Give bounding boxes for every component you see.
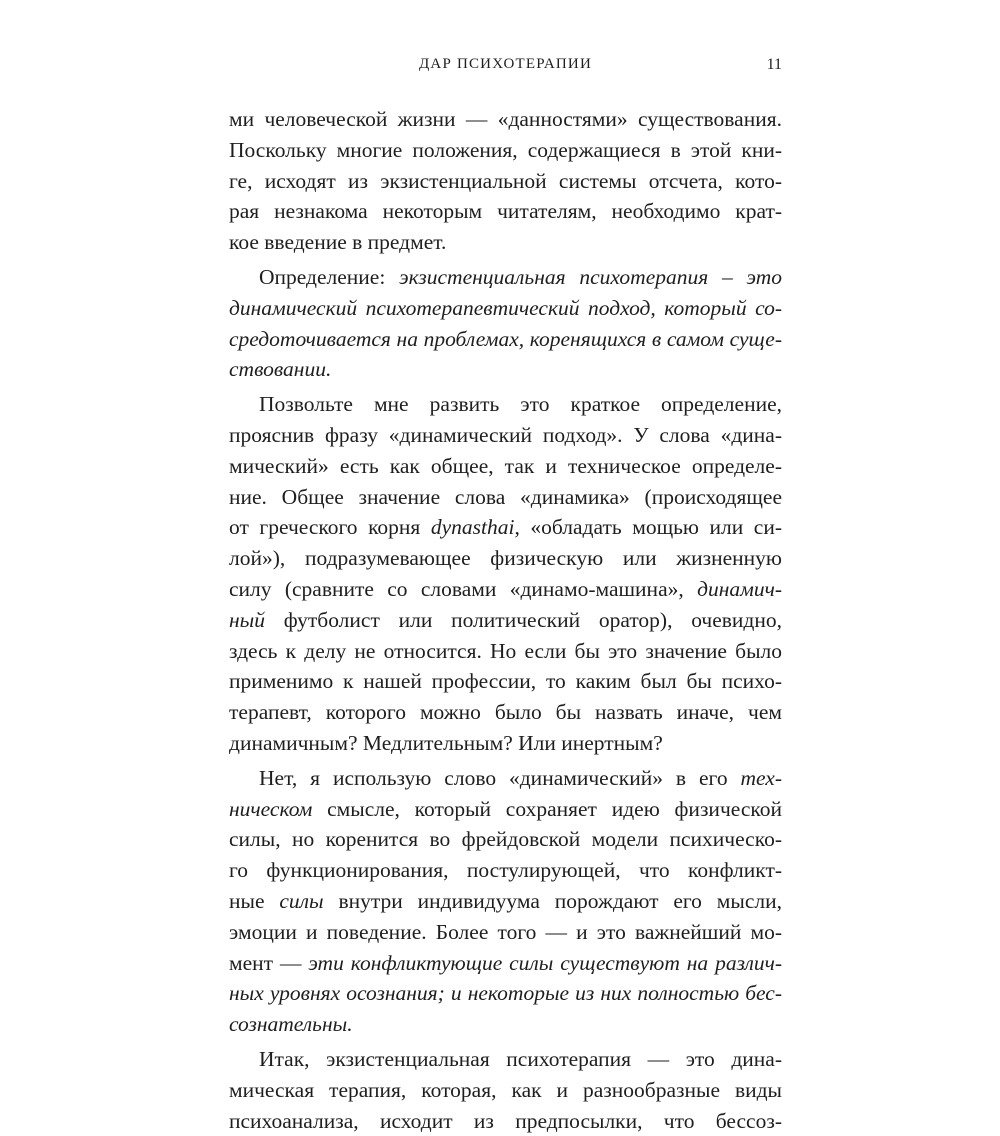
text-line [229, 512, 782, 543]
text-line: динамичным? Медлительным? Или инертным? [229, 728, 782, 759]
text-line: Поскольку многие положения, содержащиеся в этой кни- [229, 135, 782, 166]
text-line: мический» есть как общее, так и техническое определе- [229, 451, 782, 482]
text-line [229, 574, 782, 605]
italic-term: ническом [229, 797, 312, 821]
text-line: Позвольте мне развить это краткое определение, [229, 389, 782, 420]
text-run: футболист или политический оратор), очевидно, [265, 608, 782, 632]
text-line: прояснив фразу «динамический подход». У слова «дина- [229, 420, 782, 451]
italic-term: тех- [741, 766, 783, 790]
italic-phrase: экзистенциальная психотерапия – это [399, 265, 782, 289]
paragraph-1 [229, 104, 782, 258]
text-line: психоанализа, исходит из предпосылки, что бессоз- [229, 1106, 782, 1136]
text-run: , «обладать мощью или си- [514, 515, 782, 539]
text-line: ствовании. [229, 354, 782, 385]
paragraph-4 [229, 763, 782, 1040]
text-line [229, 605, 782, 636]
text-line [229, 948, 782, 979]
paragraph-5 [229, 1044, 782, 1136]
text-run: от греческого корня [229, 515, 431, 539]
running-header [229, 56, 782, 80]
text-line: терапевт, которого можно было бы назвать иначе, чем [229, 697, 782, 728]
italic-term: динамич- [697, 577, 782, 601]
text-line: ге, исходят из экзистенциальной системы отсчета, кото- [229, 166, 782, 197]
text-line: ных уровнях осознания; и некоторые из них полностью бес- [229, 978, 782, 1009]
italic-term: силы [279, 889, 323, 913]
text-line: мическая терапия, которая, как и разнообразные виды [229, 1075, 782, 1106]
text-line: лой»), подразумевающее физическую или жизненную [229, 543, 782, 574]
text-line: здесь к делу не относится. Но если бы это значение было [229, 636, 782, 667]
book-page [229, 0, 782, 1000]
body-text [229, 104, 782, 1136]
text-line: эмоции и поведение. Более того — и это важнейший мо- [229, 917, 782, 948]
page-number: 11 [767, 56, 782, 74]
text-line: ми человеческой жизни — «данностями» существования. [229, 104, 782, 135]
text-run: мент — [229, 951, 308, 975]
text-run: ные [229, 889, 279, 913]
text-line [229, 886, 782, 917]
text-run: смысле, который сохраняет идею физической [312, 797, 782, 821]
paragraph-3 [229, 389, 782, 759]
text-line: средоточивается на проблемах, коренящихся в самом суще- [229, 324, 782, 355]
definition-label: Определение: [259, 265, 399, 289]
text-line: рая незнакома некоторым читателям, необходимо крат- [229, 196, 782, 227]
text-run: силу (сравните со словами «динамо-машина», [229, 577, 697, 601]
running-title: ДАР ПСИХОТЕРАПИИ [229, 56, 782, 73]
text-line [229, 794, 782, 825]
text-line: Итак, экзистенциальная психотерапия — это дина- [229, 1044, 782, 1075]
text-line: сознательны. [229, 1009, 782, 1040]
paragraph-definition [229, 262, 782, 385]
italic-term: dynasthai [431, 515, 515, 539]
text-line: динамический психотерапевтический подход, который со- [229, 293, 782, 324]
text-line: силы, но коренится во фрейдовской модели психическо- [229, 824, 782, 855]
italic-phrase: эти конфликтующие силы существуют на различ- [308, 951, 782, 975]
text-line: применимо к нашей профессии, то каким был бы психо- [229, 666, 782, 697]
text-line: го функционирования, постулирующей, что конфликт- [229, 855, 782, 886]
text-line: ние. Общее значение слова «динамика» (происходящее [229, 482, 782, 513]
text-line: кое введение в предмет. [229, 227, 782, 258]
text-line [229, 763, 782, 794]
text-line [229, 262, 782, 293]
text-run: внутри индивидуума порождают его мысли, [324, 889, 782, 913]
italic-term: ный [229, 608, 265, 632]
text-run: Нет, я использую слово «динамический» в его [259, 766, 741, 790]
